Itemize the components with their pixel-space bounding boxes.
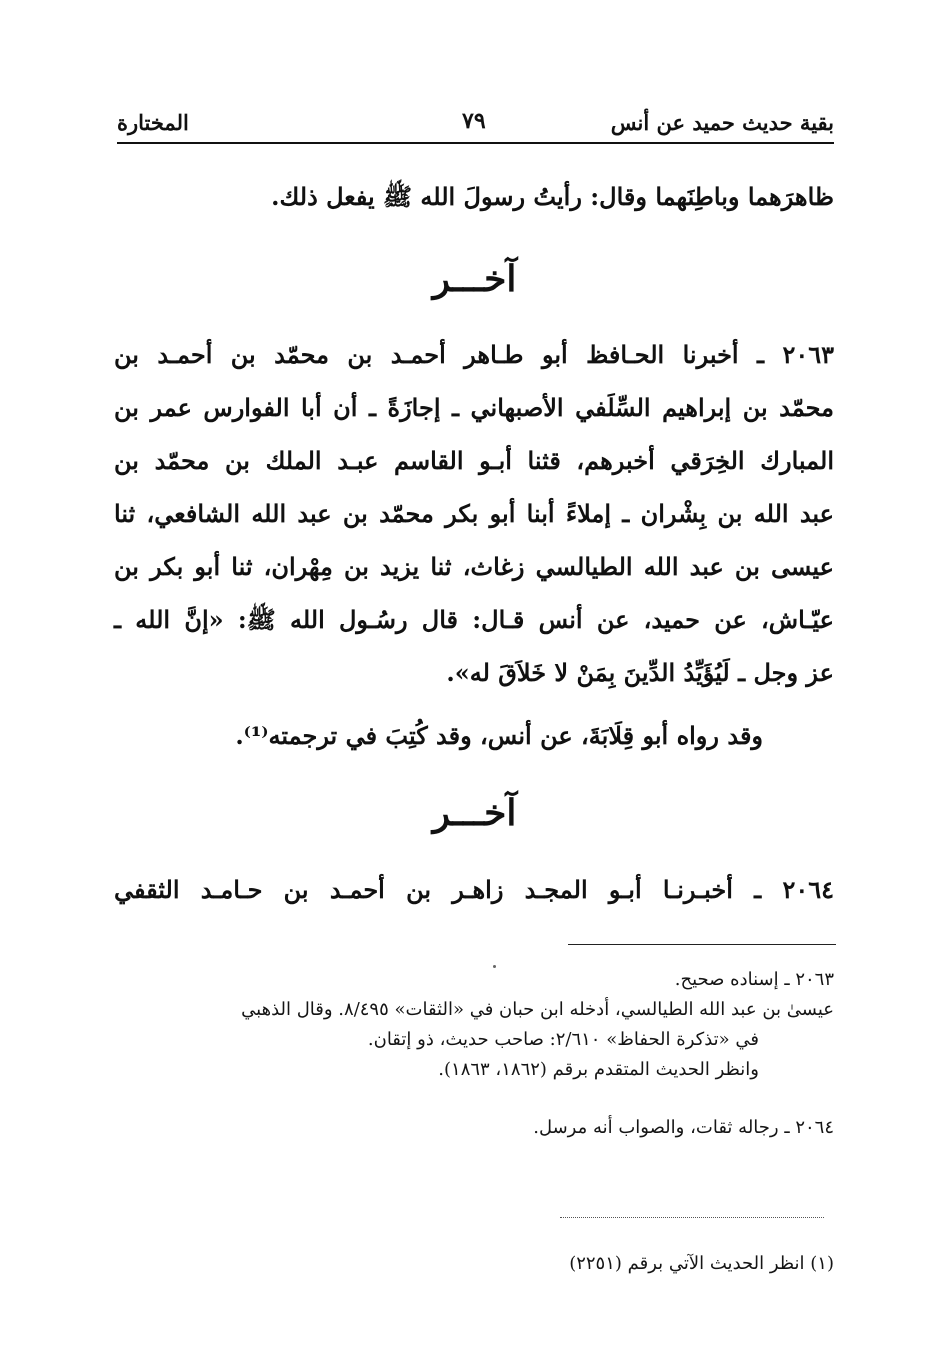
footnote-2063-line-4: وانظر الحديث المتقدم برقم (١٨٦٢، ١٨٦٣). [438,1059,759,1080]
footnote-2063-line-2: عيسىٰ بن عبد الله الطيالسي، أدخله ابن حبان في «الثقات» ٨/٤٩٥. وقال الذهبي [241,999,834,1020]
section-heading-1: آخـــر [432,258,517,300]
footnote-separator [568,944,836,945]
footnote-2063-line-3: في «تذكرة الحفاظ» ٢/٦١٠: صاحب حديث، ذو إتقان. [367,1029,759,1050]
footnote-2064: ٢٠٦٤ ـ رجاله ثقات، والصواب أنه مرسل. [533,1117,834,1138]
hadith-2063-line-1: ٢٠٦٣ ـ أخبرنا الحـافظ أبو طـاهر أحمـد بن محمّد بن أحمـد بن [114,340,834,369]
footnote-2063-line-1: ٢٠٦٣ ـ إسناده صحيح. [674,969,834,990]
running-header [117,102,834,142]
running-title: بقية حديث حميد عن أنس [610,110,834,135]
print-speck [493,965,496,968]
hadith-2063-line-6: عيّـاش، عن حميد، عن أنس قـال: قال رسُـول الله ﷺ: «إنَّ الله ـ [114,605,834,634]
endnote-separator [560,1217,824,1218]
hadith-2063-line-2: محمّد بن إبراهيم السِّلَفي الأصبهاني ـ إجازَةً ـ أن أبا الفوارس عمر بن [114,393,834,422]
book-title: المختارة [117,110,189,135]
hadith-2063-line-4: عبد الله بن بِشْران ـ إملاءً أبنا أبو بكر محمّد بن عبد الله الشافعي، ثنا [114,499,834,528]
header-rule [117,142,834,144]
page-number: ٧٩ [462,108,486,134]
hadith-2063-line-3: المبارك الخِرَقي أخبرهم، قثنا أبـو القاسم عبـد الملك بن محمّد بن [114,446,834,475]
continuation-line: ظاهرَهما وباطِنَهما وقال: رأيتُ رسولَ الله ﷺ يفعل ذلك. [271,182,834,211]
hadith-2063-note: وقد رواه أبو قِلَابَةَ، عن أنس، وقد كُتِبَ في ترجمته⁽¹⁾. [235,721,763,750]
section-heading-2: آخـــر [432,792,517,834]
footnote-1: (١) انظر الحديث الآتي برقم (٢٢٥١) [569,1253,834,1274]
hadith-2063-line-7: عز وجل ـ لَيُؤَيِّدُ الدِّينَ بِمَنْ لا خَلاَقَ له». [446,658,834,687]
hadith-2063-line-5: عيسى بن عبد الله الطيالسي زغاث، ثنا يزيد بن مِهْران، ثنا أبو بكر بن [114,552,834,581]
hadith-2064-line-1: ٢٠٦٤ ـ أخبـرنـا أبـو المجـد زاهـر بن أحمـد بن حـامـد الثقفي [114,875,834,904]
